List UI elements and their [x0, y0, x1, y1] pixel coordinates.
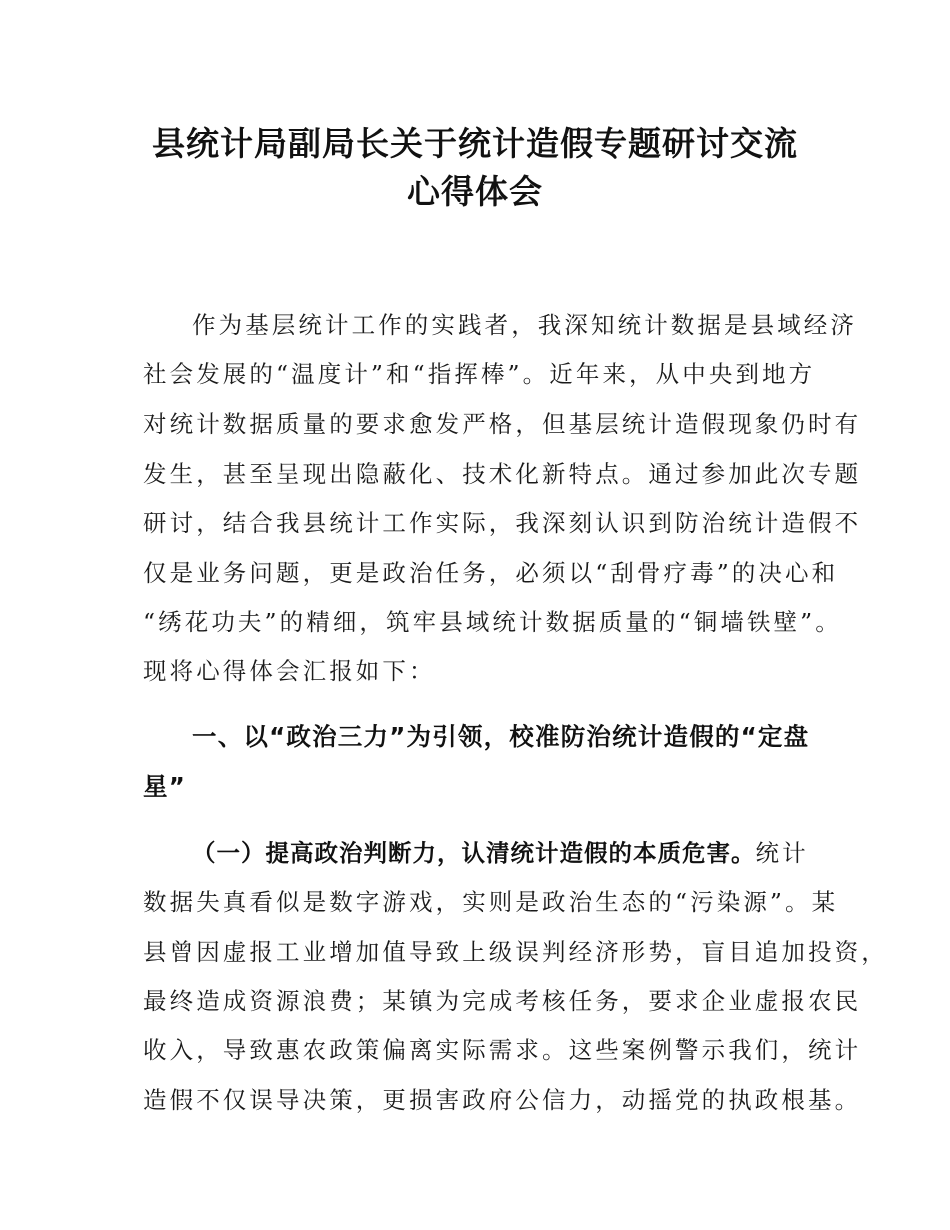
- subsection-paragraph-line: 收入，导致惠农政策偏离实际需求。这些案例警示我们，统计: [143, 1036, 862, 1064]
- document-title-line-1: 县统计局副局长关于统计造假专题研讨交流: [152, 124, 798, 163]
- subsection-lead: （一）提高政治判断力，认清统计造假的本质危害。: [192, 839, 756, 867]
- section-heading-line-1: 一、以“政治三力”为引领，校准防治统计造假的“定盘: [192, 722, 810, 751]
- intro-paragraph-line: 研讨，结合我县统计工作实际，我深刻认识到防治统计造假不: [143, 509, 862, 537]
- subsection-paragraph-line: 造假不仅误导决策，更损害政府公信力，动摇党的执政根基。: [143, 1086, 862, 1114]
- intro-paragraph-line: “绣花功夫”的精细，筑牢县域统计数据质量的“铜墙铁壁”。: [143, 608, 842, 636]
- intro-paragraph-line: 现将心得体会汇报如下：: [143, 657, 436, 685]
- subsection-paragraph-line: 县曾因虚报工业增加值导致上级误判经济形势，盲目追加投资，: [143, 938, 888, 966]
- subsection-paragraph-line: 最终造成资源浪费；某镇为完成考核任务，要求企业虚报农民: [143, 987, 862, 1015]
- document-title-line-2: 心得体会: [407, 172, 543, 211]
- intro-paragraph-line: 仅是业务问题，更是政治任务，必须以“刮骨疗毒”的决心和: [143, 559, 839, 587]
- intro-paragraph-line: 作为基层统计工作的实践者，我深知统计数据是县域经济: [192, 311, 857, 339]
- subsection-paragraph-first-line: [192, 838, 823, 868]
- intro-paragraph-line: 社会发展的“温度计”和“指挥棒”。近年来，从中央到地方: [143, 360, 816, 388]
- subsection-paragraph-line: 数据失真看似是数字游戏，实则是政治生态的“污染源”。某: [143, 888, 839, 916]
- intro-paragraph-line: 发生，甚至呈现出隐蔽化、技术化新特点。通过参加此次专题: [143, 460, 862, 488]
- intro-paragraph-line: 对统计数据质量的要求愈发严格，但基层统计造假现象仍时有: [143, 410, 862, 438]
- section-heading-line-2: 星”: [143, 772, 187, 801]
- subsection-first-line-tail: 统计: [755, 839, 809, 867]
